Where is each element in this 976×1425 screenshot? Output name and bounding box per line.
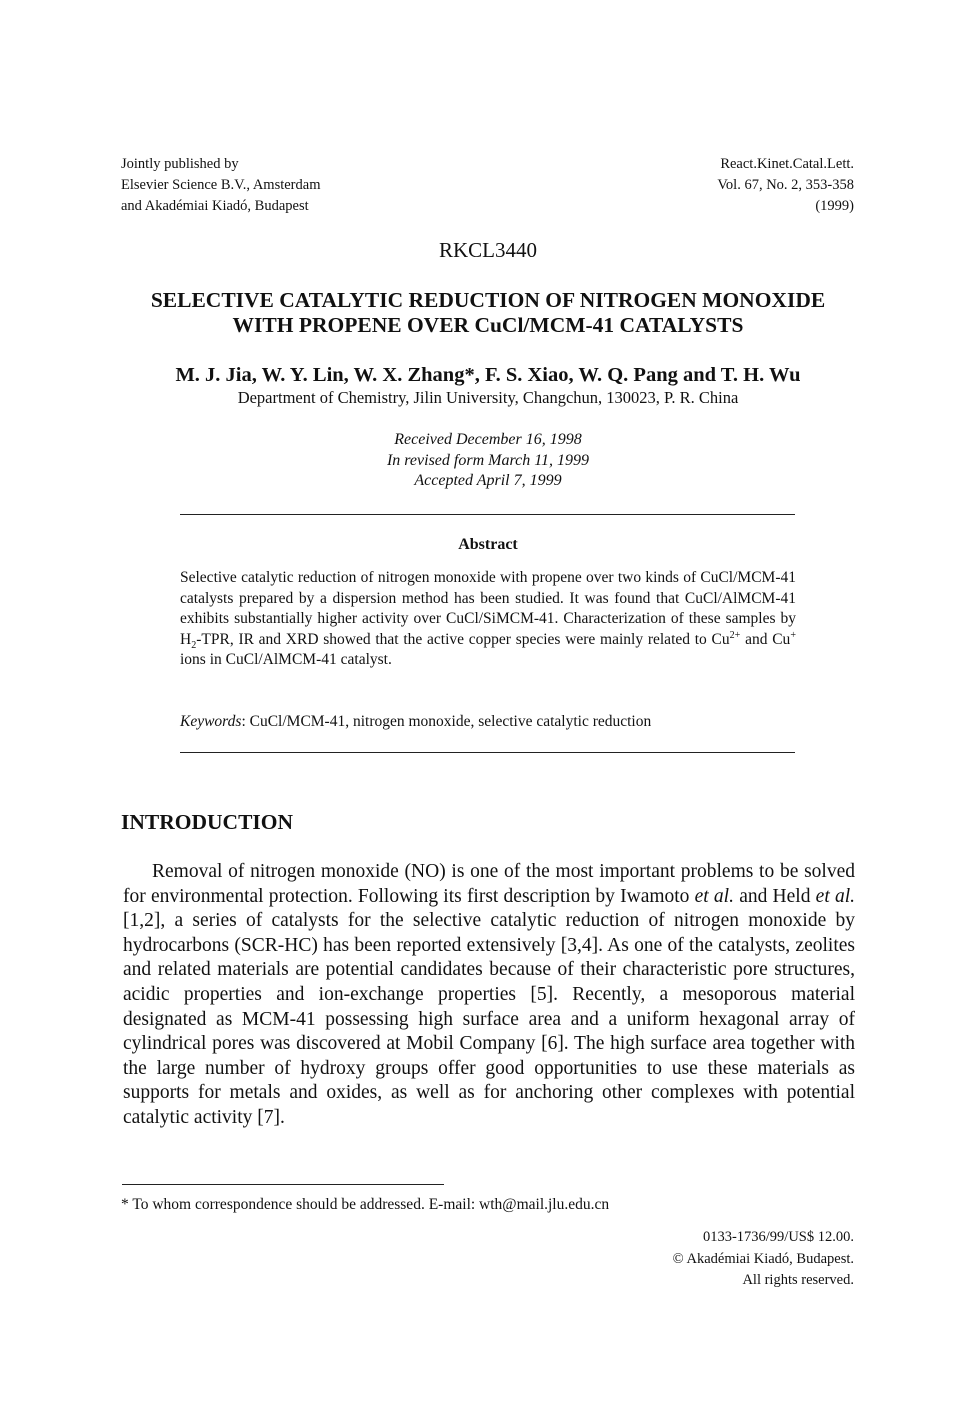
affiliation: Department of Chemistry, Jilin University, Changchun, 130023, P. R. China: [237, 388, 739, 407]
footnote-rule: [122, 1184, 444, 1185]
abstract-segment: Selective catalytic reduction of nitrogen monoxide with propene over two kinds of CuCl/MCM-41 catalysts prepared by a dispersion method has been studied. It was found that CuCl/AlMCM-41 exhibits substantially higher activity over CuCl/SiMCM-41. Characterization of these samples by H: [180, 569, 796, 648]
copyright-line: © Akadémiai Kiadó, Budapest.: [672, 1250, 854, 1267]
author-list: M. J. Jia, W. Y. Lin, W. X. Zhang*, F. S. Xiao, W. Q. Pang and T. H. Wu: [175, 364, 801, 386]
footnote: * To whom correspondence should be addressed. E-mail: wth@mail.jlu.edu.cn: [121, 1196, 610, 1213]
publisher-line: Elsevier Science B.V., Amsterdam: [121, 177, 321, 193]
paper-title: [100, 288, 876, 338]
accepted-date: Accepted April 7, 1999: [414, 472, 562, 489]
publisher-block: [121, 154, 320, 217]
abstract-segment: ions in CuCl/AlMCM-41 catalyst.: [180, 651, 392, 668]
keywords-label: Keywords: [180, 713, 242, 730]
title-line: WITH PROPENE OVER CuCl/MCM-41 CATALYSTS: [232, 313, 744, 337]
revised-date: In revised form March 11, 1999: [386, 451, 590, 469]
introduction-heading: INTRODUCTION: [121, 810, 294, 834]
received-date: Received December 16, 1998: [394, 431, 582, 448]
abstract-subscript: 2: [191, 639, 197, 651]
publisher-line: and Akadémiai Kiadó, Budapest: [121, 198, 309, 214]
abstract-top-rule: [180, 514, 795, 515]
abstract-segment: and Cu: [740, 630, 791, 648]
dates-block: [0, 430, 976, 492]
keywords-text: : CuCl/MCM-41, nitrogen monoxide, selective catalytic reduction: [241, 713, 652, 730]
intro-segment: and Held: [733, 885, 816, 907]
journal-line: (1999): [815, 198, 854, 214]
abstract-superscript: 2+: [729, 629, 741, 641]
journal-block: [717, 154, 854, 217]
intro-etal: et al.: [694, 885, 734, 907]
article-code: RKCL3440: [438, 238, 537, 262]
journal-line: React.Kinet.Catal.Lett.: [720, 156, 854, 172]
publication-info: [673, 1227, 854, 1292]
abstract-superscript: +: [790, 629, 796, 641]
keywords: [180, 713, 796, 731]
abstract-bottom-rule: [180, 752, 795, 753]
intro-etal: et al.: [815, 885, 855, 907]
title-line: SELECTIVE CATALYTIC REDUCTION OF NITROGEN MONOXIDE: [150, 288, 826, 312]
abstract-heading: Abstract: [458, 536, 518, 553]
abstract-segment: -TPR, IR and XRD showed that the active copper species were mainly related to Cu: [196, 630, 730, 648]
rights-line: All rights reserved.: [742, 1272, 854, 1288]
abstract-text: [180, 568, 796, 671]
introduction-text: [123, 860, 855, 1131]
publisher-line: Jointly published by: [121, 156, 239, 172]
intro-segment: [1,2], a series of catalysts for the selective catalytic reduction of nitrogen monoxide by hydrocarbons (SCR-HC) has been reported extensively [3,4]. As one of the catalysts, zeolites and related materials are potential candidates because of their characteristic pore structures, acidic properties and ion-exchange properties [5]. Recently, a mesoporous material designated as MCM-41 possessing high surface area and a uniform hexagonal array of cylindrical pores was discovered at Mobil Company [6]. The high surface area together with the large number of hydroxy groups offer good opportunities to use these materials as supports for metals and oxides, as well as for anchoring other complexes with potential catalytic activity [7].: [123, 910, 855, 1128]
issn-line: 0133-1736/99/US$ 12.00.: [702, 1229, 854, 1245]
intro-segment: Removal of nitrogen monoxide (NO) is one of the most important problems to be solved for environmental protection. Following its first description by Iwamoto: [123, 861, 855, 907]
journal-line: Vol. 67, No. 2, 353-358: [717, 177, 854, 193]
